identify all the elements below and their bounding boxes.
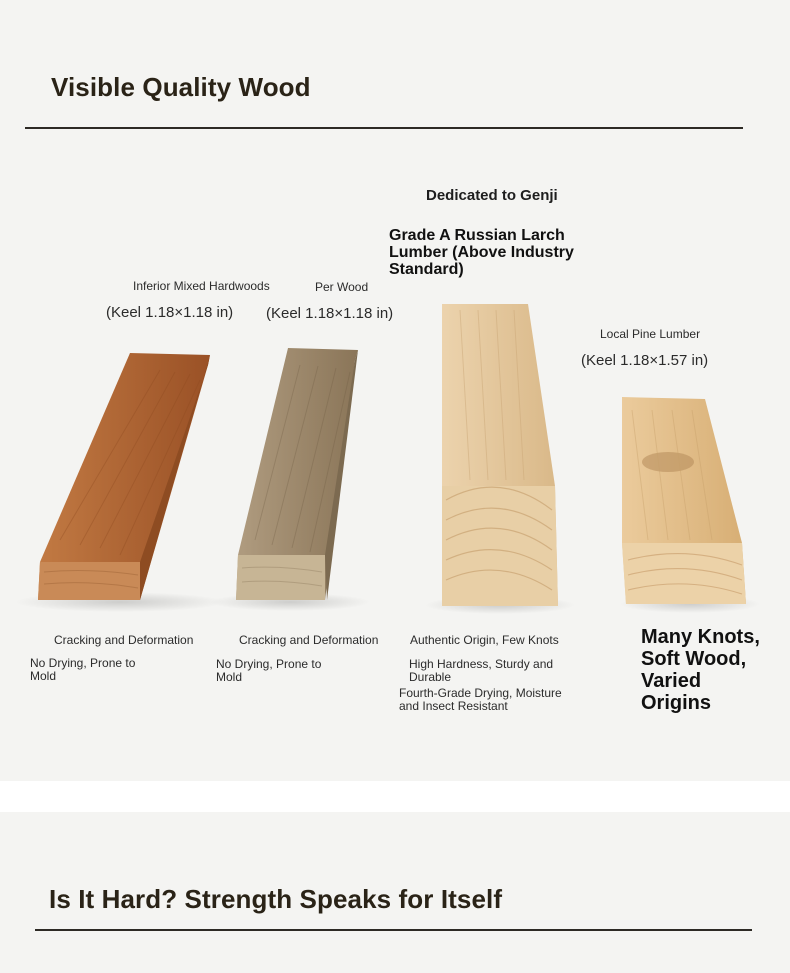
- strength-divider: [35, 929, 752, 931]
- hardwood-stick: [38, 353, 210, 600]
- knot-mark: [642, 452, 694, 472]
- section-title-strength: Is It Hard? Strength Speaks for Itself: [49, 884, 503, 914]
- pine-name: Local Pine Lumber: [600, 327, 701, 341]
- hardwood-name: Inferior Mixed Hardwoods: [133, 279, 270, 293]
- pine-feature-1: Many Knots, Soft Wood, Varied Origins: [641, 626, 760, 714]
- larch-feature-1: Authentic Origin, Few Knots: [410, 633, 559, 647]
- pine-lumber-stick: [622, 397, 746, 604]
- larch-feature-3: Fourth-Grade Drying, Moisture and Insect Resistant: [399, 686, 562, 713]
- pine-keel-size: (Keel 1.18×1.57 in): [581, 352, 709, 369]
- hardwood-keel-size: (Keel 1.18×1.18 in): [106, 304, 234, 321]
- section-title: Visible Quality Wood: [51, 72, 311, 102]
- larch-lumber-stick: [442, 304, 558, 606]
- per-wood-stick: [236, 348, 358, 600]
- per-wood-feature-2: No Drying, Prone to Mold: [216, 657, 322, 684]
- strength-panel: [0, 812, 790, 973]
- per-wood-name: Per Wood: [315, 280, 369, 294]
- per-wood-feature-1: Cracking and Deformation: [239, 633, 379, 647]
- larch-feature-2: High Hardness, Sturdy and Durable: [409, 657, 554, 684]
- hardwood-feature-1: Cracking and Deformation: [54, 633, 194, 647]
- larch-name: Grade A Russian Larch Lumber (Above Industry Standard): [389, 227, 574, 278]
- hardwood-feature-2: No Drying, Prone to Mold: [30, 656, 136, 683]
- highlight-label: Dedicated to Genji: [426, 187, 558, 204]
- per-wood-keel-size: (Keel 1.18×1.18 in): [266, 305, 394, 322]
